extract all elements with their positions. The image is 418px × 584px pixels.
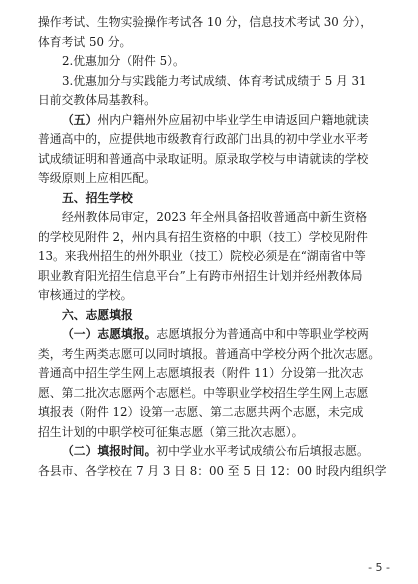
heading-text: 六、志愿填报 <box>62 307 133 322</box>
text-line <box>38 286 388 306</box>
text-line <box>38 52 388 72</box>
document-body <box>38 13 388 481</box>
text-line <box>38 130 388 150</box>
page-number: - 5 - <box>368 561 390 574</box>
text-line <box>38 442 388 462</box>
text-line <box>38 267 388 287</box>
line-text: 体育考试 50 分。 <box>38 34 132 49</box>
line-text: 2.优惠加分（附件 5）。 <box>62 54 185 68</box>
line-text: 职业教育阳光招生信息平台”上有跨市州招生计划并经州教体局 <box>38 268 363 283</box>
subsection-label: （一）志愿填报。 <box>62 327 157 341</box>
line-text: 愿、第二批次志愿两个志愿栏。中等职业学校招生学生网上志愿 <box>38 385 369 400</box>
text-line <box>38 13 388 33</box>
text-line <box>38 169 388 189</box>
line-text: 普通高中招生学生网上志愿填报表（附件 11）分设第一批次志 <box>38 366 364 380</box>
line-text: 普通高中的，应提供地市级教育行政部门出具的初中学业水平考 <box>38 132 369 146</box>
text-line <box>38 325 388 345</box>
text-line <box>38 345 388 365</box>
text-line <box>38 111 388 131</box>
line-text: 填报表（附件 12）设第一志愿、第二志愿共两个志愿，未完成 <box>38 405 364 419</box>
subsection-label: （二）填报时间。 <box>62 444 157 458</box>
line-text: 审核通过的学校。 <box>38 288 133 302</box>
subsection-label: （五） <box>62 112 98 127</box>
text-line <box>38 72 388 92</box>
text-line <box>38 364 388 384</box>
text-line <box>38 247 388 267</box>
section-heading <box>38 189 388 209</box>
line-text: 等级原则上应相匹配。 <box>38 171 156 185</box>
text-line <box>38 33 388 53</box>
section-heading <box>38 306 388 326</box>
text-line <box>38 150 388 170</box>
line-text: 招生计划的中职学校可征集志愿（第三批次志愿）。 <box>38 424 304 439</box>
text-line <box>38 228 388 248</box>
line-text: 各县市、各学校在 7 月 3 日 8：00 至 5 日 12：00 时段内组织学 <box>38 463 387 478</box>
line-text: 3.优惠加分与实践能力考试成绩、体育考试成绩于 5 月 31 <box>62 73 367 88</box>
text-line <box>38 208 388 228</box>
line-text: 经州教体局审定，2023 年全州具备招收普通高中新生资格 <box>62 210 368 224</box>
line-text: 的学校见附件 2，州内具有招生资格的中职（技工）学校见附件 <box>38 229 368 244</box>
line-text: 志愿填报分为普通高中和中等职业学校两 <box>156 327 369 341</box>
text-line <box>38 91 388 111</box>
line-text: 13。来我州招生的州外职业（技工）院校必须是在“湖南省中等 <box>38 249 366 263</box>
text-line <box>38 462 388 482</box>
heading-text: 五、招生学校 <box>62 190 133 205</box>
line-text: 试成绩证明和普通高中录取证明。原录取学校与申请就读的学校 <box>38 151 369 166</box>
text-line <box>38 384 388 404</box>
text-line <box>38 423 388 443</box>
text-line <box>38 403 388 423</box>
line-text: 操作考试、生物实验操作考试各 10 分，信息技术考试 30 分）， <box>38 15 373 29</box>
line-text: 州内户籍州外应届初中毕业学生申请返回户籍地就读 <box>97 112 369 127</box>
line-text: 类，考生两类志愿可以同时填报。普通高中学校分两个批次志愿。 <box>38 346 381 361</box>
line-text: 初中学业水平考试成绩公布后填报志愿。 <box>156 444 369 458</box>
line-text: 日前交教体局基教科。 <box>38 93 156 107</box>
